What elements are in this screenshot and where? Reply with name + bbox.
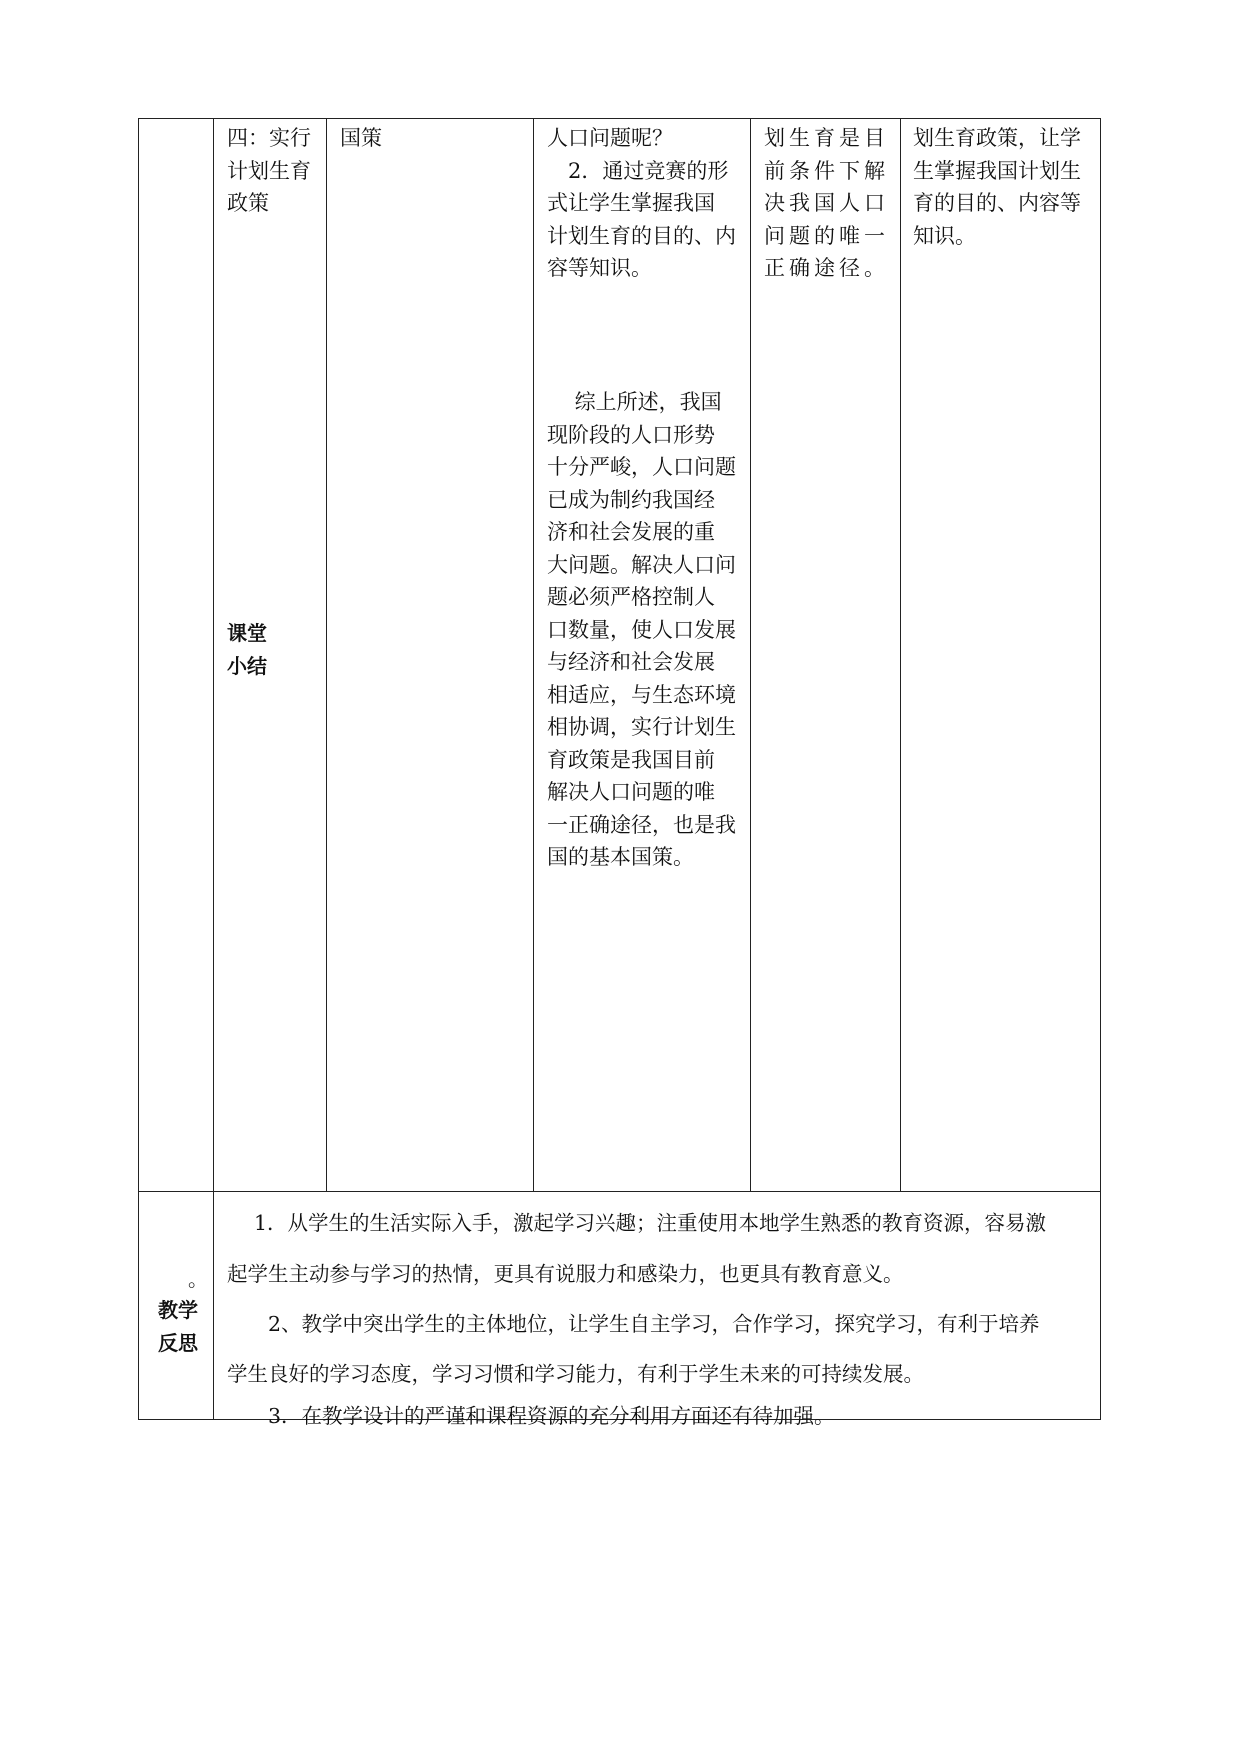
table-column-divider <box>750 118 751 1191</box>
section-title-cell: 四：实行 计划生育 政策 <box>227 126 311 215</box>
teacher-activity-cell: 人口问题呢？ 2．通过竞赛的形 式让学生掌握我国 计划生育的目的、内 容等知识。 <box>547 126 736 280</box>
reflection-line: 3．在教学设计的严谨和课程资源的充分利用方面还有待加强。 <box>227 1404 835 1428</box>
reflection-line: 2、教学中突出学生的主体地位，让学生自主学习，合作学习，探究学习，有利于培养 <box>227 1312 1040 1336</box>
table-column-divider <box>213 118 214 1420</box>
reflection-line: 起学生主动参与学习的热情，更具有说服力和感染力，也更具有教育意义。 <box>227 1262 904 1286</box>
table-column-divider <box>900 118 901 1191</box>
student-activity-cell: 划生育是目 前条件下解 决我国人口 问题的唯一 正确途径。 <box>764 126 889 280</box>
reflection-label: 教学 反思 <box>158 1298 198 1355</box>
table-row-divider <box>138 1191 1101 1192</box>
reflection-line: 学生良好的学习态度，学习习惯和学习能力，有利于学生未来的可持续发展。 <box>227 1362 924 1386</box>
topic-cell: 国策 <box>340 126 382 150</box>
reflection-line: 1．从学生的生活实际入手，激起学习兴趣；注重使用本地学生熟悉的教育资源，容易激 <box>227 1211 1047 1235</box>
reflection-dot: 。 <box>188 1267 208 1291</box>
table-column-divider <box>533 118 534 1191</box>
design-intent-cell: 划生育政策，让学 生掌握我国计划生 育的目的、内容等 知识。 <box>913 126 1081 248</box>
class-summary-text: 综上所述，我国 现阶段的人口形势 十分严峻，人口问题 已成为制约我国经 济和社会发展的重 大问题。解决人口问 题必须严格控制人 口数量，使人口发展 与经济和社会发展 相适应，与生态环境 相协调，实行计划生 育政策是我国目前 解决人口问题的唯 一正确途径，也是我 国的基本国策。 <box>547 390 736 869</box>
class-summary-label: 课堂 小结 <box>227 621 267 678</box>
table-column-divider <box>326 118 327 1191</box>
